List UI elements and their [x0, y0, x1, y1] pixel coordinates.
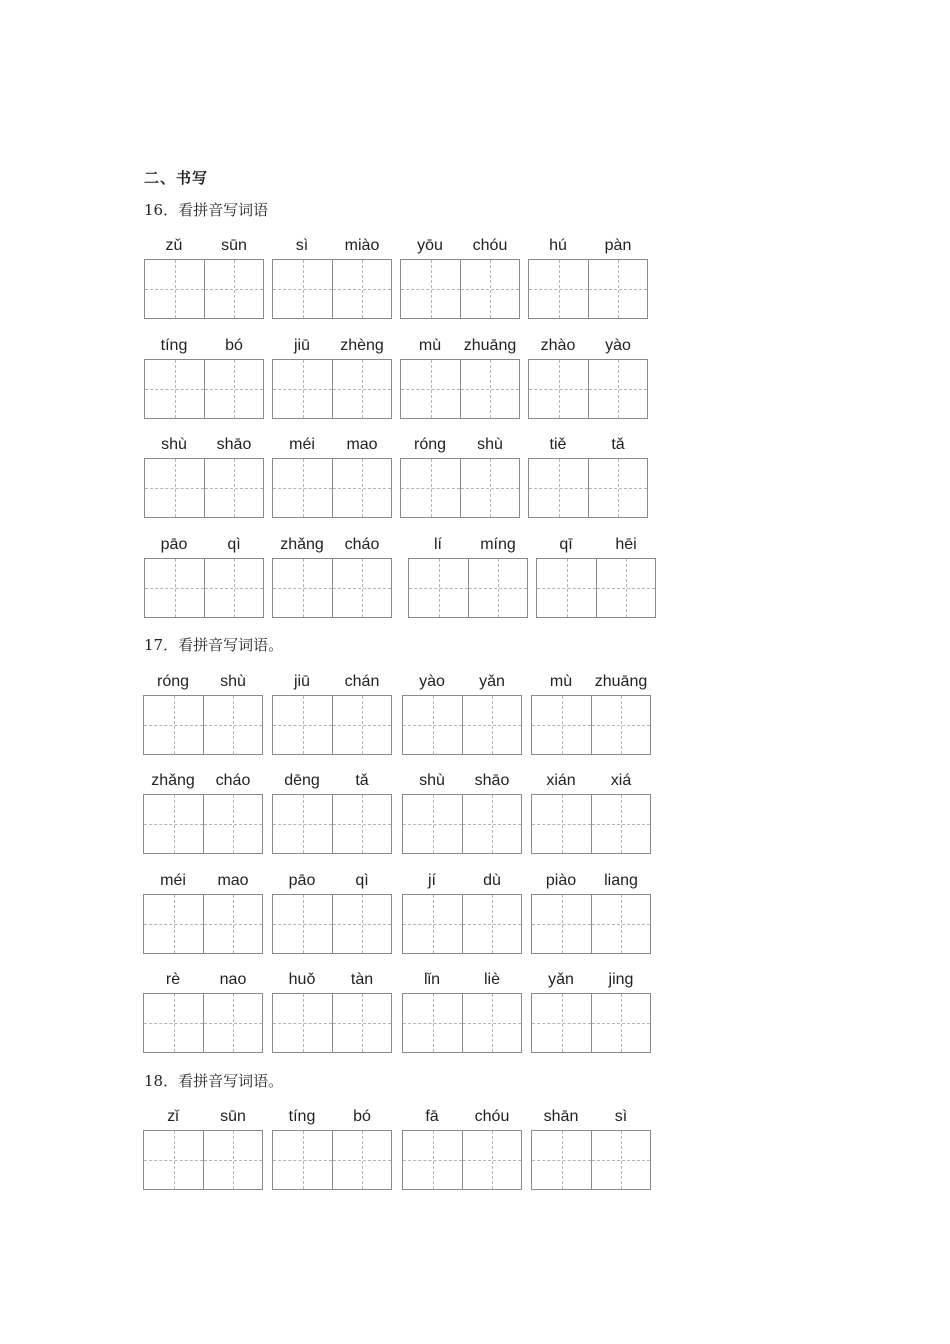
word-box — [400, 237, 520, 259]
pinyin: dēng — [284, 772, 320, 789]
pinyin: hú — [549, 237, 567, 254]
writing-grid[interactable] — [531, 993, 651, 1053]
pinyin: zhào — [540, 337, 576, 354]
pinyin: tiě — [549, 436, 567, 453]
tian-cell[interactable] — [203, 795, 262, 853]
pinyin: shān — [543, 1108, 579, 1125]
pinyin: yǎn — [548, 971, 574, 988]
pinyin: shāo — [474, 772, 510, 789]
pinyin: yōu — [417, 237, 443, 254]
writing-grid[interactable] — [531, 695, 651, 755]
pinyin: hēi — [615, 536, 637, 553]
tian-cell[interactable] — [532, 696, 591, 754]
pinyin: miào — [344, 237, 380, 254]
tian-cell[interactable] — [145, 559, 204, 617]
tian-cell[interactable] — [537, 559, 596, 617]
tian-cell[interactable] — [401, 360, 460, 418]
tian-cell[interactable] — [203, 895, 262, 953]
word-box — [402, 772, 522, 794]
tian-cell[interactable] — [332, 260, 391, 318]
pinyin: cháo — [215, 772, 251, 789]
tian-cell[interactable] — [532, 895, 591, 953]
pinyin: lí — [434, 536, 442, 553]
tian-cell[interactable] — [332, 1131, 391, 1189]
tian-cell[interactable] — [273, 994, 332, 1052]
word-box — [143, 673, 263, 695]
pinyin: xián — [546, 772, 576, 789]
tian-cell[interactable] — [462, 994, 521, 1052]
word-box — [536, 536, 656, 558]
word-box — [531, 772, 651, 794]
writing-grid[interactable] — [272, 993, 392, 1053]
word-box — [272, 971, 392, 993]
writing-grid[interactable] — [143, 1130, 263, 1190]
pinyin: yǎn — [479, 673, 505, 690]
pinyin: shù — [419, 772, 445, 789]
tian-cell[interactable] — [273, 559, 332, 617]
word-box — [272, 436, 392, 458]
writing-grid[interactable] — [143, 695, 263, 755]
word-box — [272, 872, 392, 894]
tian-cell[interactable] — [532, 994, 591, 1052]
tian-cell[interactable] — [591, 994, 650, 1052]
pinyin: sūn — [221, 237, 247, 254]
pinyin: mù — [549, 673, 573, 690]
word-box — [144, 536, 264, 558]
q18-title: 18．看拼音写词语。 — [144, 1072, 284, 1090]
pinyin: shāo — [216, 436, 252, 453]
pinyin: nao — [219, 971, 247, 988]
pinyin: pāo — [288, 872, 316, 889]
tian-cell[interactable] — [462, 895, 521, 953]
pinyin: zhuāng — [463, 337, 517, 354]
writing-grid[interactable] — [143, 894, 263, 954]
writing-grid[interactable] — [272, 894, 392, 954]
tian-cell[interactable] — [591, 696, 650, 754]
pinyin: qī — [559, 536, 573, 553]
tian-cell[interactable] — [144, 994, 203, 1052]
pinyin: tíng — [288, 1108, 316, 1125]
tian-cell[interactable] — [462, 1131, 521, 1189]
section-title: 二、书写 — [144, 169, 209, 187]
pinyin: sì — [614, 1108, 628, 1125]
word-box — [400, 436, 520, 458]
tian-cell[interactable] — [591, 1131, 650, 1189]
pinyin: qì — [355, 872, 369, 889]
tian-cell[interactable] — [273, 795, 332, 853]
pinyin: lǐn — [423, 971, 440, 988]
tian-cell[interactable] — [529, 459, 588, 517]
pinyin: liè — [483, 971, 500, 988]
tian-cell[interactable] — [332, 459, 391, 517]
tian-cell[interactable] — [332, 795, 391, 853]
writing-grid[interactable] — [402, 993, 522, 1053]
writing-grid[interactable] — [402, 1130, 522, 1190]
tian-cell[interactable] — [204, 260, 263, 318]
tian-cell[interactable] — [332, 696, 391, 754]
tian-cell[interactable] — [462, 696, 521, 754]
writing-grid[interactable] — [272, 558, 392, 618]
word-box — [144, 436, 264, 458]
tian-cell[interactable] — [332, 360, 391, 418]
word-box — [528, 337, 648, 359]
word-box — [402, 1108, 522, 1130]
writing-grid[interactable] — [531, 894, 651, 954]
tian-cell[interactable] — [273, 895, 332, 953]
tian-cell[interactable] — [203, 994, 262, 1052]
pinyin: liang — [604, 872, 638, 889]
pinyin: yào — [605, 337, 631, 354]
tian-cell[interactable] — [401, 260, 460, 318]
pinyin: róng — [156, 673, 190, 690]
word-box — [272, 772, 392, 794]
word-box — [402, 971, 522, 993]
writing-grid[interactable] — [272, 695, 392, 755]
pinyin: zhèng — [340, 337, 384, 354]
tian-cell[interactable] — [332, 559, 391, 617]
word-box — [531, 872, 651, 894]
tian-cell[interactable] — [203, 696, 262, 754]
tian-cell[interactable] — [332, 895, 391, 953]
tian-cell[interactable] — [468, 559, 527, 617]
pinyin: zhuāng — [594, 673, 648, 690]
word-box — [143, 772, 263, 794]
word-box — [272, 1108, 392, 1130]
pinyin: shù — [161, 436, 187, 453]
word-box — [272, 536, 392, 558]
writing-grid[interactable] — [528, 458, 648, 518]
tian-cell[interactable] — [203, 1131, 262, 1189]
writing-grid[interactable] — [272, 259, 392, 319]
writing-grid[interactable] — [272, 458, 392, 518]
word-box — [402, 872, 522, 894]
word-box — [400, 337, 520, 359]
writing-grid[interactable] — [531, 794, 651, 854]
pinyin: bó — [353, 1108, 371, 1125]
pinyin: mù — [418, 337, 442, 354]
pinyin: chán — [344, 673, 380, 690]
tian-cell[interactable] — [403, 1131, 462, 1189]
word-box — [528, 436, 648, 458]
pinyin: qì — [227, 536, 241, 553]
pinyin: rè — [165, 971, 181, 988]
tian-cell[interactable] — [204, 360, 263, 418]
word-box — [402, 673, 522, 695]
pinyin: zhǎng — [280, 536, 324, 553]
writing-grid[interactable] — [400, 359, 520, 419]
pinyin: dù — [483, 872, 501, 889]
tian-cell[interactable] — [462, 795, 521, 853]
writing-grid[interactable] — [402, 794, 522, 854]
tian-cell[interactable] — [403, 895, 462, 953]
writing-grid[interactable] — [143, 993, 263, 1053]
writing-grid[interactable] — [144, 359, 264, 419]
writing-grid[interactable] — [272, 359, 392, 419]
tian-cell[interactable] — [460, 260, 519, 318]
pinyin: zǐ — [167, 1108, 179, 1125]
pinyin: chóu — [474, 1108, 510, 1125]
tian-cell[interactable] — [532, 1131, 591, 1189]
writing-grid[interactable] — [144, 558, 264, 618]
writing-grid[interactable] — [272, 794, 392, 854]
tian-cell[interactable] — [588, 459, 647, 517]
pinyin: yào — [419, 673, 445, 690]
pinyin: mao — [217, 872, 249, 889]
tian-cell[interactable] — [144, 1131, 203, 1189]
pinyin: pàn — [604, 237, 632, 254]
tian-cell[interactable] — [145, 459, 204, 517]
writing-grid[interactable] — [144, 458, 264, 518]
pinyin: méi — [289, 436, 315, 453]
tian-cell[interactable] — [204, 559, 263, 617]
tian-cell[interactable] — [460, 360, 519, 418]
word-box — [144, 337, 264, 359]
writing-grid[interactable] — [272, 1130, 392, 1190]
tian-cell[interactable] — [145, 260, 204, 318]
writing-grid[interactable] — [531, 1130, 651, 1190]
word-box — [143, 872, 263, 894]
word-box — [272, 337, 392, 359]
writing-grid[interactable] — [400, 259, 520, 319]
tian-cell[interactable] — [144, 795, 203, 853]
tian-cell[interactable] — [273, 696, 332, 754]
writing-grid[interactable] — [528, 359, 648, 419]
tian-cell[interactable] — [145, 360, 204, 418]
pinyin: piào — [545, 872, 577, 889]
pinyin: chóu — [472, 237, 508, 254]
pinyin: míng — [480, 536, 516, 553]
tian-cell[interactable] — [529, 360, 588, 418]
word-box — [531, 1108, 651, 1130]
tian-cell[interactable] — [332, 994, 391, 1052]
writing-grid[interactable] — [400, 458, 520, 518]
tian-cell[interactable] — [401, 459, 460, 517]
pinyin: shù — [220, 673, 246, 690]
tian-cell[interactable] — [588, 360, 647, 418]
tian-cell[interactable] — [144, 895, 203, 953]
tian-cell[interactable] — [591, 895, 650, 953]
tian-cell[interactable] — [591, 795, 650, 853]
pinyin: róng — [413, 436, 447, 453]
word-box — [143, 971, 263, 993]
pinyin: sūn — [220, 1108, 246, 1125]
pinyin: tǎ — [355, 772, 369, 789]
writing-grid[interactable] — [408, 558, 528, 618]
writing-grid[interactable] — [536, 558, 656, 618]
pinyin: huǒ — [288, 971, 316, 988]
pinyin: cháo — [344, 536, 380, 553]
word-box — [408, 536, 528, 558]
word-box — [272, 673, 392, 695]
pinyin: tíng — [160, 337, 188, 354]
word-box — [531, 673, 651, 695]
pinyin: tǎ — [611, 436, 625, 453]
word-box — [143, 1108, 263, 1130]
pinyin: tàn — [350, 971, 374, 988]
word-box — [144, 237, 264, 259]
pinyin: zǔ — [165, 237, 183, 254]
pinyin: xiá — [610, 772, 632, 789]
writing-grid[interactable] — [528, 259, 648, 319]
pinyin: pāo — [160, 536, 188, 553]
q16-title: 16．看拼音写词语 — [144, 201, 269, 219]
q17-title: 17．看拼音写词语。 — [144, 636, 284, 654]
tian-cell[interactable] — [409, 559, 468, 617]
pinyin: fā — [425, 1108, 439, 1125]
pinyin: mao — [346, 436, 378, 453]
pinyin: shù — [477, 436, 503, 453]
pinyin: jiū — [293, 337, 310, 354]
writing-grid[interactable] — [144, 259, 264, 319]
pinyin: zhǎng — [151, 772, 195, 789]
tian-cell[interactable] — [273, 360, 332, 418]
tian-cell[interactable] — [460, 459, 519, 517]
pinyin: jiū — [293, 673, 310, 690]
tian-cell[interactable] — [273, 459, 332, 517]
tian-cell[interactable] — [529, 260, 588, 318]
word-box — [528, 237, 648, 259]
tian-cell[interactable] — [403, 795, 462, 853]
word-box — [531, 971, 651, 993]
pinyin: jing — [608, 971, 634, 988]
tian-cell[interactable] — [403, 994, 462, 1052]
tian-cell[interactable] — [596, 559, 655, 617]
writing-grid[interactable] — [143, 794, 263, 854]
pinyin: jí — [428, 872, 436, 889]
writing-grid[interactable] — [402, 695, 522, 755]
pinyin: bó — [225, 337, 243, 354]
tian-cell[interactable] — [204, 459, 263, 517]
tian-cell[interactable] — [403, 696, 462, 754]
tian-cell[interactable] — [144, 696, 203, 754]
tian-cell[interactable] — [532, 795, 591, 853]
pinyin: méi — [160, 872, 186, 889]
tian-cell[interactable] — [273, 260, 332, 318]
word-box — [272, 237, 392, 259]
pinyin: sì — [295, 237, 309, 254]
writing-grid[interactable] — [402, 894, 522, 954]
tian-cell[interactable] — [588, 260, 647, 318]
tian-cell[interactable] — [273, 1131, 332, 1189]
